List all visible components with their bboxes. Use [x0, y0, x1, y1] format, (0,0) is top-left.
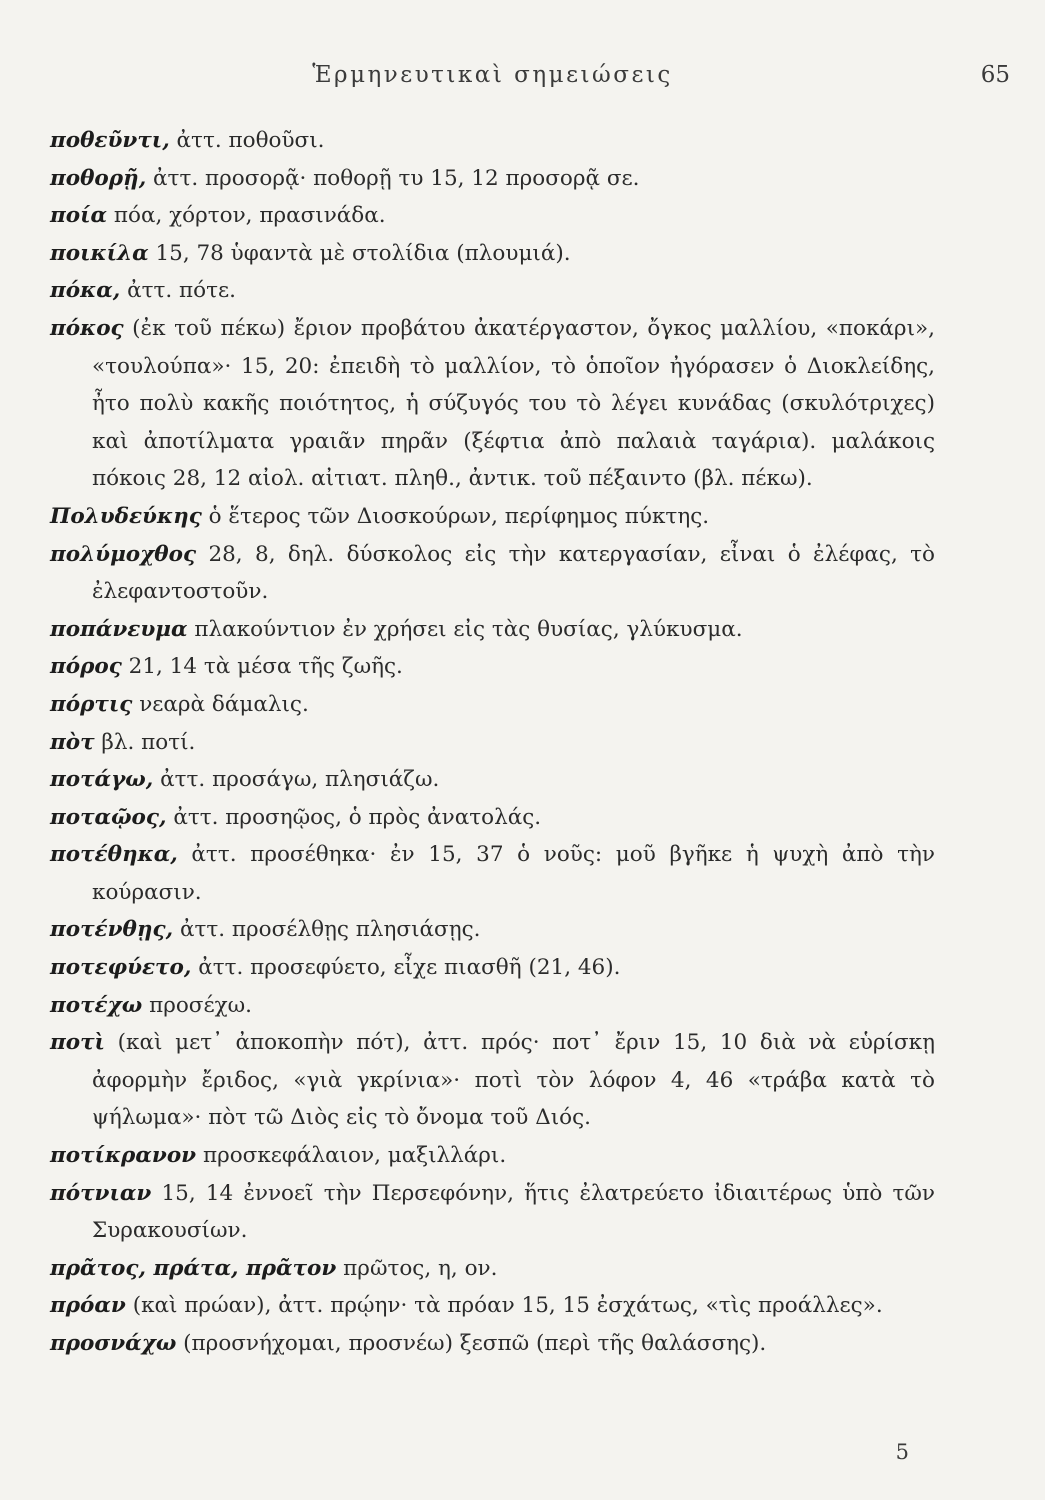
entry-headword: ποταῷος, [50, 804, 167, 830]
entry-headword: πόκος [50, 315, 124, 341]
entry-text: βλ. ποτί. [101, 729, 196, 755]
entry-text: ἀττ. προσεφύετο, εἶχε πιασθῆ (21, 46). [198, 955, 621, 981]
glossary-entry [50, 197, 935, 235]
glossary-entry [50, 648, 935, 686]
entry-text: 15, 14 ἐννοεῖ τὴν Περσεφόνην, ἥτις ἐλατρεύετο ἰδιαιτέρως ὑπὸ τῶν Συρακουσίων. [92, 1180, 936, 1244]
entry-headword: πὸτ [50, 729, 95, 755]
running-header [50, 62, 1010, 92]
signature-mark: 5 [895, 1440, 909, 1464]
entry-text: πρῶτος, η, ον. [343, 1255, 498, 1281]
entry-text: πλακούντιον ἐν χρήσει εἰς τὰς θυσίας, γλύκυσμα. [194, 616, 743, 642]
glossary-entry [50, 1250, 935, 1288]
entry-headword: ποθορῇ, [50, 165, 147, 191]
entry-headword: προσνάχω [50, 1331, 177, 1356]
entry-headword: ποτένθῃς, [50, 917, 174, 943]
entry-headword: πόρτις [50, 691, 133, 717]
entry-headword: ποτέθηκα, [50, 842, 178, 868]
entry-headword: ποτὶ [50, 1030, 105, 1056]
entry-headword: ποία [50, 203, 108, 229]
glossary-entry [50, 799, 935, 837]
entry-headword: πρᾶτος, πράτα, πρᾶτον [50, 1255, 337, 1281]
entry-text: ἀττ. ποθοῦσι. [176, 128, 325, 153]
glossary-entry [50, 836, 935, 911]
glossary-entry [50, 536, 935, 611]
glossary-entry [50, 949, 935, 987]
glossary-entry [50, 1175, 935, 1250]
entry-text: προσέχω. [149, 992, 253, 1018]
entry-text: πόα, χόρτον, πρασινάδα. [113, 203, 386, 229]
page-number: 65 [980, 62, 1010, 88]
glossary-entry [50, 1287, 935, 1325]
entry-headword: ποτίκρανον [50, 1143, 197, 1169]
entry-headword: ποτέχω [50, 992, 143, 1018]
glossary-entry [50, 911, 935, 949]
entry-headword: πολύμοχθος [50, 541, 197, 567]
page-title: Ἑρμηνευτικαὶ σημειώσεις [312, 62, 673, 88]
entry-text: ἀττ. προσέθηκα· ἐν 15, 37 ὁ νοῦς: μοῦ βγῆκε ἡ ψυχὴ ἀπὸ τὴν κούρασιν. [92, 842, 935, 905]
entry-text: νεαρὰ δάμαλις. [139, 691, 309, 717]
glossary-entry [50, 498, 935, 536]
entry-text: ἀττ. προσέλθῃς πλησιάσῃς. [179, 917, 481, 943]
glossary-entry [50, 761, 935, 799]
entry-headword: πόρος [50, 654, 122, 680]
glossary-entry [50, 1024, 935, 1137]
entry-text: (καὶ μετ᾽ ἀποκοπὴν πότ), ἀττ. πρός· ποτ᾽ ἔριν 15, 10 διὰ νὰ εὑρίσκῃ ἀφορμὴν ἔριδος, «γιὰ γκρίνια»· ποτὶ τὸν λόφον 4, 46 «τράβα κατὰ τὸ ψήλωμα»· πὸτ τῶ Διὸς εἰς τὸ ὄνομα τοῦ Διός. [92, 1030, 935, 1131]
entry-text: (καὶ πρώαν), ἀττ. πρῴην· τὰ πρόαν 15, 15 ἐσχάτως, «τὶς προάλλες». [132, 1293, 883, 1319]
entry-text: (ἐκ τοῦ πέκω) ἔριον προβάτου ἀκατέργαστον, ὄγκος μαλλίου, «ποκάρι», «τουλούπα»· 15, 20: ἐπειδὴ τὸ μαλλίον, τὸ ὁποῖον ἠγόρασεν ὁ Διοκλείδης, ἦτο πολὺ κακῆς ποιότητος, ἡ σύζυγός του τὸ λέγει κυνάδας (σκυλότριχες) καὶ ἀποτίλματα γραιᾶν πηρᾶν (ξέφτια ἀπὸ παλαιὰ ταγάρια). μαλάκοις πόκοις 28, 12 αἰολ. αἰτιατ. πληθ., ἀντικ. τοῦ πέξαιντο (βλ. πέκω). [92, 315, 935, 492]
entry-text: 15, 78 ὑφαντὰ μὲ στολίδια (πλουμιά). [155, 240, 571, 266]
entry-text: 21, 14 τὰ μέσα τῆς ζωῆς. [128, 654, 403, 680]
entry-text: 28, 8, δηλ. δύσκολος εἰς τὴν κατεργασίαν, εἶναι ὁ ἐλέφας, τὸ ἐλεφαντοστοῦν. [92, 541, 935, 605]
entry-text: (προσνήχομαι, προσνέω) ξεσπῶ (περὶ τῆς θαλάσσης). [183, 1331, 767, 1356]
glossary-entry [50, 160, 935, 198]
glossary-entry [50, 272, 935, 310]
glossary-entry [50, 1325, 935, 1363]
entry-text: ἀττ. προσηῷος, ὁ πρὸς ἀνατολάς. [173, 804, 542, 830]
glossary-entry [50, 122, 935, 160]
entry-headword: ποθεῦντι, [50, 128, 170, 153]
entry-text: ἀττ. προσάγω, πλησιάζω. [160, 767, 440, 793]
glossary-entry [50, 310, 935, 498]
entry-headword: ποτεφύετο, [50, 955, 192, 981]
entry-headword: ποικίλα [50, 240, 149, 266]
entry-headword: ποπάνευμα [50, 616, 188, 642]
glossary-entry [50, 611, 935, 649]
entry-text: ὁ ἕτερος τῶν Διοσκούρων, περίφημος πύκτης. [208, 503, 710, 529]
entry-text: ἀττ. προσορᾷ· ποθορῇ τυ 15, 12 προσορᾷ σε. [153, 165, 640, 191]
entry-headword: Πολυδεύκης [50, 503, 202, 529]
glossary-entry [50, 235, 935, 273]
entry-headword: πότνιαν [50, 1180, 152, 1206]
entry-headword: πρόαν [50, 1293, 126, 1319]
glossary-entry [50, 987, 935, 1025]
entry-text: προσκεφάλαιον, μαξιλλάρι. [202, 1143, 507, 1169]
entry-headword: ποτάγω, [50, 767, 154, 793]
glossary-entries [50, 122, 935, 1363]
entry-headword: πόκα, [50, 278, 121, 304]
glossary-entry [50, 686, 935, 724]
glossary-entry [50, 724, 935, 762]
glossary-entry [50, 1137, 935, 1175]
entry-text: ἀττ. πότε. [127, 278, 236, 304]
